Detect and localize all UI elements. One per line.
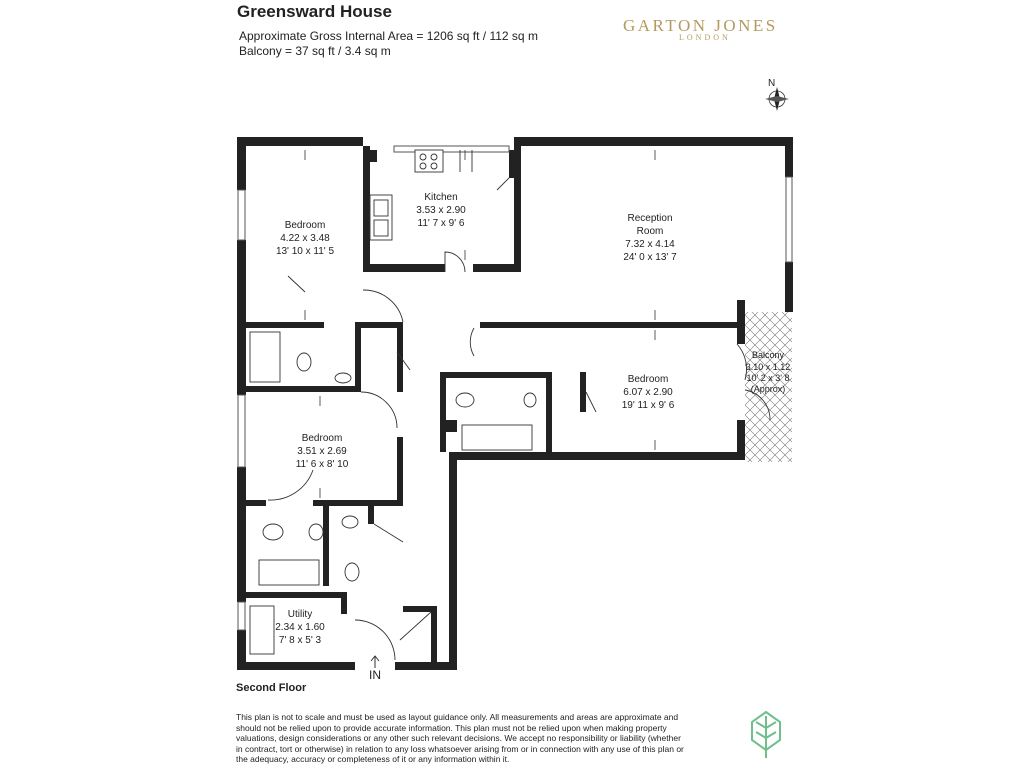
room-imperial: 11' 7 x 9' 6 (417, 218, 465, 229)
room-name: Bedroom (301, 433, 343, 444)
leaf-logo-icon (752, 712, 780, 758)
floor-label: Second Floor (236, 682, 307, 694)
room-name: Bedroom (627, 374, 669, 385)
disclaimer-text: This plan is not to scale and must be used as layout guidance only. All measurements and areas are approximate and should not be relied upon to provide accurate information. This plan must not be relied upon when making property valuations, design considerations or any other such relevant decisions. We accept no responsibility or liability (whether in contract, tort or otherwise) in relation to any loss whatsoever arising from or in connection with any use of this plan or the adequacy, accuracy or completeness of it or any information within it. (236, 712, 684, 765)
agency-logo: GARTON JONES (623, 16, 778, 35)
room-imperial: 7' 8 x 5' 3 (278, 635, 322, 646)
room-name: Balcony (751, 350, 785, 360)
room-name: Kitchen (424, 192, 458, 203)
room-note: (Approx) (750, 384, 786, 394)
room-metric: 3.53 x 2.90 (416, 205, 466, 216)
room-name: Utility (287, 609, 313, 620)
balcony-area-text: Balcony = 37 sq ft / 3.4 sq m (239, 44, 391, 58)
entrance-label: IN (369, 668, 381, 682)
entrance-arrow-icon (371, 656, 379, 668)
gross-area-text: Approximate Gross Internal Area = 1206 sq ft / 112 sq m (239, 29, 538, 43)
compass-icon (765, 78, 789, 111)
room-metric: 6.07 x 2.90 (623, 387, 673, 398)
entrance-marker (369, 656, 381, 682)
room-imperial: 24' 0 x 13' 7 (623, 252, 677, 263)
compass-north-label: N (768, 78, 776, 89)
room-metric: 3.10 x 1.12 (745, 362, 791, 372)
agency-logo-city: LONDON (679, 33, 731, 42)
room-name: Reception (627, 213, 673, 224)
room-imperial: 13' 10 x 11' 5 (275, 246, 335, 257)
property-title: Greensward House (237, 2, 392, 21)
room-imperial: 11' 6 x 8' 10 (295, 459, 349, 470)
room-name: Bedroom (284, 220, 326, 231)
room-metric: 3.51 x 2.69 (297, 446, 347, 457)
room-metric: 2.34 x 1.60 (275, 622, 325, 633)
room-imperial: 19' 11 x 9' 6 (621, 400, 675, 411)
room-metric: 4.22 x 3.48 (280, 233, 330, 244)
room-metric: 7.32 x 4.14 (625, 239, 675, 250)
room-name-line2: Room (636, 226, 664, 237)
room-imperial: 10' 2 x 3' 8 (746, 373, 790, 383)
